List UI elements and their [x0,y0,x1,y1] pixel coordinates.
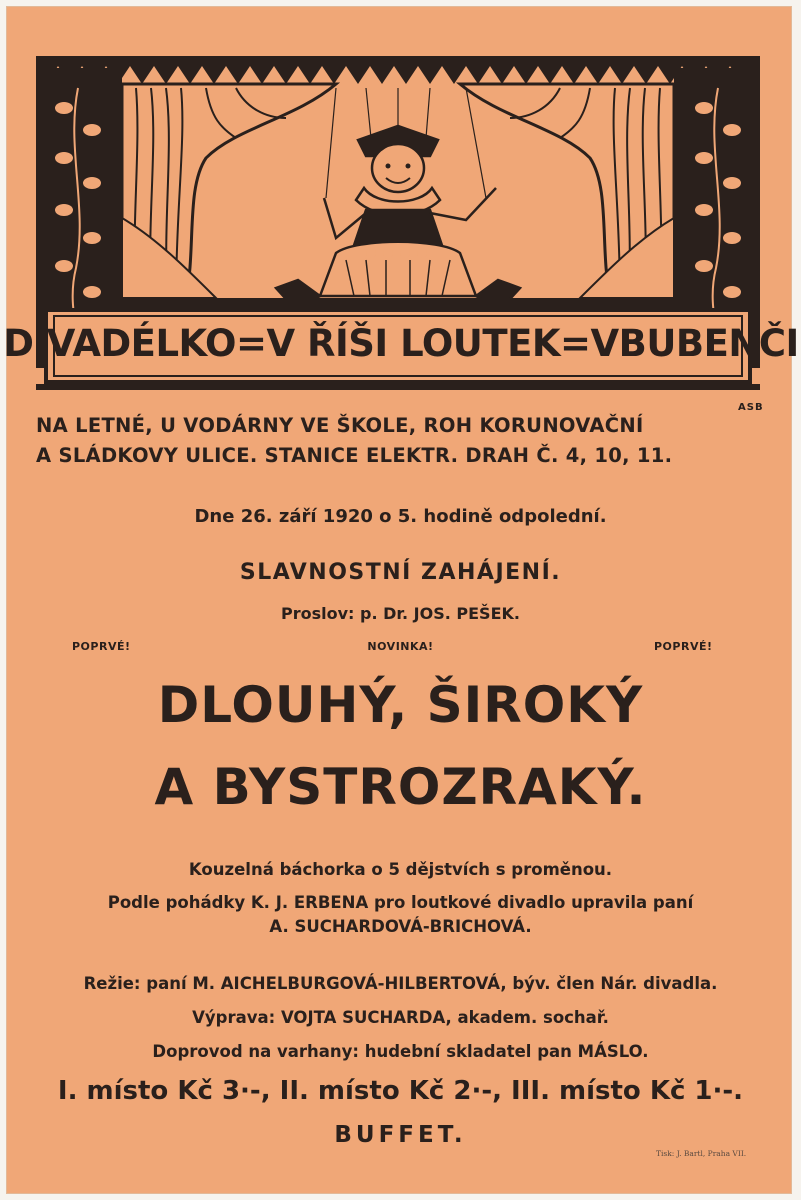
address-line-1: NA LETNÉ, U VODÁRNY VE ŠKOLE, ROH KORUNOVAČNÍ [36,414,644,437]
tag-first-left: POPRVÉ! [72,640,131,653]
play-title-line-1: DLOUHÝ, ŠIROKÝ [157,676,644,734]
artist-monogram: ASB [738,402,764,413]
direction-credit: Režie: paní M. AICHELBURGOVÁ-HILBERTOVÁ, býv. člen Nár. divadla. [83,974,718,993]
address-line-2: A SLÁDKOVY ULICE. STANICE ELEKTR. DRAH Č. 4, 10, 11. [36,444,673,467]
opening-title: SLAVNOSTNÍ ZAHÁJENÍ. [239,560,562,585]
ticket-prices: I. místo Kč 3·-, II. místo Kč 2·-, III. místo Kč 1·-. [57,1076,744,1106]
adaptation-line-2: A. SUCHARDOVÁ-BRICHOVÁ. [269,917,532,936]
play-subtitle: Kouzelná báchorka o 5 dějstvích s proměnou. [188,860,613,879]
buffet-notice: BUFFET. [334,1122,467,1148]
music-credit: Doprovod na varhany: hudební skladatel pan MÁSLO. [152,1042,649,1061]
speech-line: Proslov: p. Dr. JOS. PEŠEK. [281,604,520,623]
printer-imprint: Tisk: J. Bartl, Praha VII. [656,1149,747,1158]
tag-first-right: POPRVÉ! [654,640,713,653]
adaptation-line-1: Podle pohádky K. J. ERBENA pro loutkové divadlo upravila paní [107,893,694,912]
date-line: Dne 26. září 1920 o 5. hodině odpolední. [194,506,607,527]
play-title-line-2: A BYSTROZRAKÝ. [154,758,647,816]
tag-novelty: NOVINKA! [367,640,434,653]
theatre-name: DIVADÉLKO=V ŘÍŠI LOUTEK=VBUBENČI [3,321,799,365]
design-credit: Výprava: VOJTA SUCHARDA, akadem. sochař. [192,1008,609,1027]
